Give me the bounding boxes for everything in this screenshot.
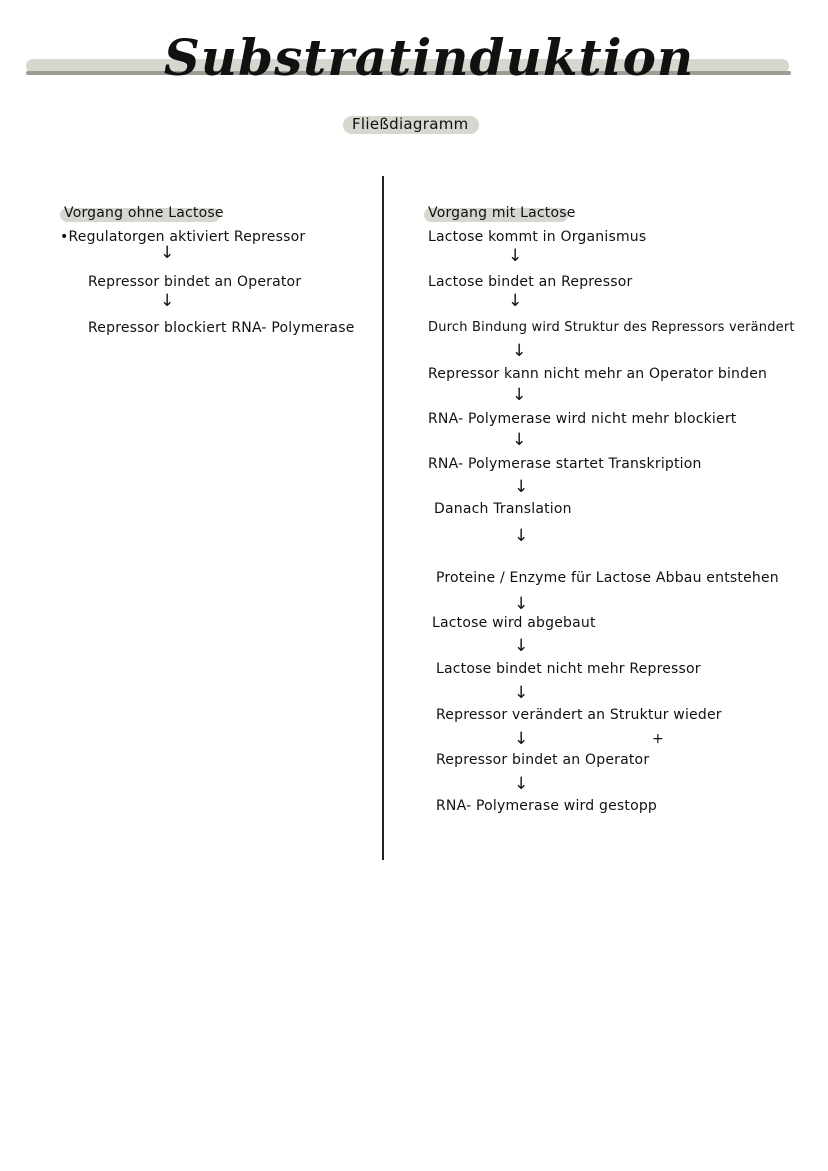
right-step-6: RNA- Polymerase startet Transkription (428, 456, 702, 472)
right-step-4: Repressor kann nicht mehr an Operator binden (428, 366, 768, 382)
right-step-8: Proteine / Enzyme für Lactose Abbau entstehen (436, 570, 779, 586)
right-arrow-7: ↓ (514, 526, 529, 546)
right-arrow-4: ↓ (512, 385, 527, 405)
right-arrow-1: ↓ (508, 246, 523, 266)
left-arrow-2: ↓ (160, 291, 175, 311)
right-step-2: Lactose bindet an Repressor (428, 274, 633, 290)
left-step-2: Repressor bindet an Operator (88, 274, 302, 290)
right-step-13: RNA- Polymerase wird gestopp (436, 798, 658, 814)
right-arrow-6: ↓ (514, 477, 529, 497)
left-heading: Vorgang ohne Lactose (64, 205, 224, 221)
plus-mark: + (652, 731, 664, 747)
right-arrow-9: ↓ (514, 636, 529, 656)
right-arrow-8: ↓ (514, 594, 529, 614)
left-step-3: Repressor blockiert RNA- Polymerase (88, 320, 355, 336)
right-arrow-3: ↓ (512, 341, 527, 361)
right-step-5: RNA- Polymerase wird nicht mehr blockiert (428, 411, 737, 427)
right-step-11: Repressor verändert an Struktur wieder (436, 707, 722, 723)
right-step-12: Repressor bindet an Operator (436, 752, 650, 768)
right-arrow-12: ↓ (514, 774, 529, 794)
right-step-3: Durch Bindung wird Struktur des Repressors verändert (428, 320, 795, 335)
right-step-1: Lactose kommt in Organismus (428, 229, 647, 245)
right-step-10: Lactose bindet nicht mehr Repressor (436, 661, 701, 677)
right-step-9: Lactose wird abgebaut (432, 615, 596, 631)
column-divider (382, 176, 384, 860)
right-arrow-10: ↓ (514, 683, 529, 703)
page-subtitle: Fließdiagramm (352, 115, 469, 133)
left-step-1: •Regulatorgen aktiviert Repressor (60, 229, 306, 245)
right-arrow-5: ↓ (512, 430, 527, 450)
right-arrow-2: ↓ (508, 291, 523, 311)
right-arrow-11: ↓ (514, 729, 529, 749)
left-arrow-1: ↓ (160, 243, 175, 263)
right-step-7: Danach Translation (434, 501, 572, 517)
right-heading: Vorgang mit Lactose (428, 205, 576, 221)
page-title: Substratinduktion (163, 28, 695, 87)
